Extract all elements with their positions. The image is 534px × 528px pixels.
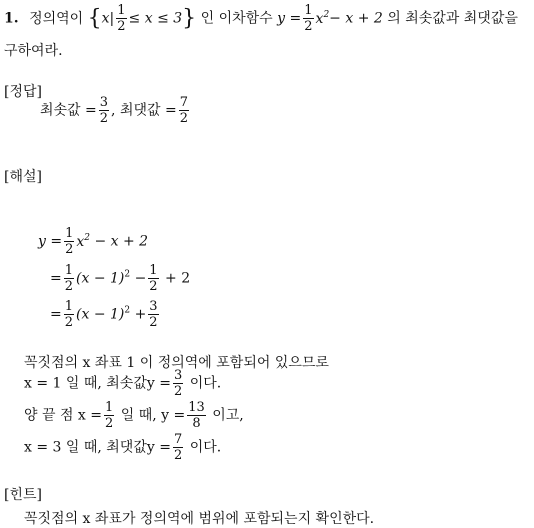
eq3-num2: 3 — [149, 299, 158, 314]
eq1-fraction — [64, 227, 74, 256]
problem-line-2: 구하여라. — [4, 43, 63, 59]
problem-text-b: 인 이차함수 — [200, 10, 273, 27]
eq2-num: 1 — [64, 263, 74, 278]
line3-num2: 13 — [188, 400, 205, 415]
line4-b: 이다. — [189, 439, 222, 456]
answer-max-num: 7 — [179, 95, 188, 110]
line4-fraction — [173, 433, 183, 462]
eq2-end: + 2 — [165, 270, 191, 287]
hint-label: [힌트] — [4, 487, 42, 503]
function-rhs: − x + 2 — [329, 10, 383, 27]
hint-text: 꼭짓점의 x 좌표가 정의역에 범위에 포함되는지 확인한다. — [24, 511, 375, 527]
eq3-fraction — [64, 300, 74, 329]
problem-statement: 1. 정의역이 {x| $\frac{1}{2}$ ≤ x ≤ 3} 인 이차함수 y = $\frac{1}{2}$ $x^2- x + 2$ 의 최솟값과 최댓값을 — [4, 3, 518, 34]
domain-inequality: ≤ x ≤ 3 — [128, 10, 183, 27]
eq2-fraction — [64, 264, 74, 293]
eq2-lhs: = — [50, 270, 62, 287]
function-frac-num: 1 — [304, 3, 313, 18]
solution-line-4 — [24, 433, 221, 462]
domain-fraction — [116, 4, 126, 33]
line3-num: 1 — [105, 400, 114, 415]
eq3-num: 1 — [64, 299, 74, 314]
line4-num: 7 — [173, 432, 183, 447]
eq1-num: 1 — [65, 226, 74, 241]
eq1-rest: − x + 2 — [94, 233, 149, 250]
solution-eq-2: = $\frac{1}{2}$ $(x - 1)^2$ − $\frac{1}{2}$ + 2 — [50, 263, 191, 294]
answer-min-text: 최솟값 = — [40, 102, 97, 119]
eq2-mid: (x − 1) — [76, 270, 125, 287]
domain-frac-num: 1 — [117, 3, 126, 18]
solution-eq-1: y = $\frac{1}{2}$ $x^2 - x + 2$ — [38, 226, 149, 257]
problem-text-a: 정의역이 — [29, 10, 84, 27]
line2-fraction — [173, 369, 183, 398]
answer-min-fraction — [99, 96, 109, 125]
answer-separator: , — [111, 102, 116, 119]
solution-line-2 — [24, 369, 221, 398]
answer-max-fraction — [179, 96, 189, 125]
solution-line-1: 꼭짓점의 x 좌표 1 이 정의역에 포함되어 있으므로 — [24, 355, 329, 371]
problem-text-c: 의 최솟값과 최댓값을 — [387, 10, 518, 27]
solution-eq-3: = $\frac{1}{2}$ $(x - 1)^2$ + $\frac{3}{2}$ — [50, 299, 158, 330]
line3-fraction — [104, 401, 114, 430]
domain-bar: | — [109, 10, 115, 27]
eq3-mid: (x − 1) — [76, 306, 125, 323]
eq2-den: 2 — [64, 279, 74, 294]
eq2-den2: 2 — [149, 279, 158, 294]
answer-max-den: 2 — [179, 111, 188, 126]
eq1-den: 2 — [65, 242, 74, 257]
solution-line-3 — [24, 401, 244, 430]
line3-b: 일 때, y = — [120, 407, 186, 424]
line2-b: 이다. — [189, 375, 222, 392]
solution-label: [해설] — [4, 169, 42, 185]
line3-den2: 8 — [192, 416, 201, 431]
line3-fraction-2 — [187, 401, 206, 430]
domain-variable: x — [101, 10, 110, 27]
function-frac-den: 2 — [304, 19, 313, 34]
eq3-plus: + — [134, 306, 147, 323]
set-close-brace: } — [182, 6, 197, 31]
line3-a: 양 끝 점 x = — [24, 407, 102, 424]
function-fraction — [303, 4, 313, 33]
function-lhs: y = — [277, 10, 302, 27]
line2-den: 2 — [173, 384, 183, 399]
line2-a: x = 1 일 때, 최솟값y = — [24, 375, 171, 392]
answer-label: [정답] — [4, 84, 42, 100]
eq1-lhs: y = — [38, 233, 63, 250]
answer-line — [40, 96, 191, 125]
eq3-den2: 2 — [149, 315, 158, 330]
line4-den: 2 — [173, 448, 183, 463]
eq2-minus: − — [134, 270, 147, 287]
eq2-fraction-2 — [148, 264, 158, 293]
line4-a: x = 3 일 때, 최댓값y = — [24, 439, 171, 456]
answer-max-text: 최댓값 = — [119, 102, 177, 119]
domain-frac-den: 2 — [117, 19, 126, 34]
answer-min-num: 3 — [99, 95, 109, 110]
line3-den: 2 — [105, 416, 114, 431]
eq3-fraction-2 — [148, 300, 158, 329]
problem-number: 1. — [4, 10, 19, 27]
eq3-lhs: = — [50, 306, 62, 323]
line2-num: 3 — [173, 368, 183, 383]
set-open-brace: { — [87, 6, 102, 31]
eq2-num2: 1 — [149, 263, 158, 278]
eq3-den: 2 — [64, 315, 74, 330]
answer-min-den: 2 — [99, 111, 109, 126]
line3-c: 이고, — [212, 407, 244, 424]
